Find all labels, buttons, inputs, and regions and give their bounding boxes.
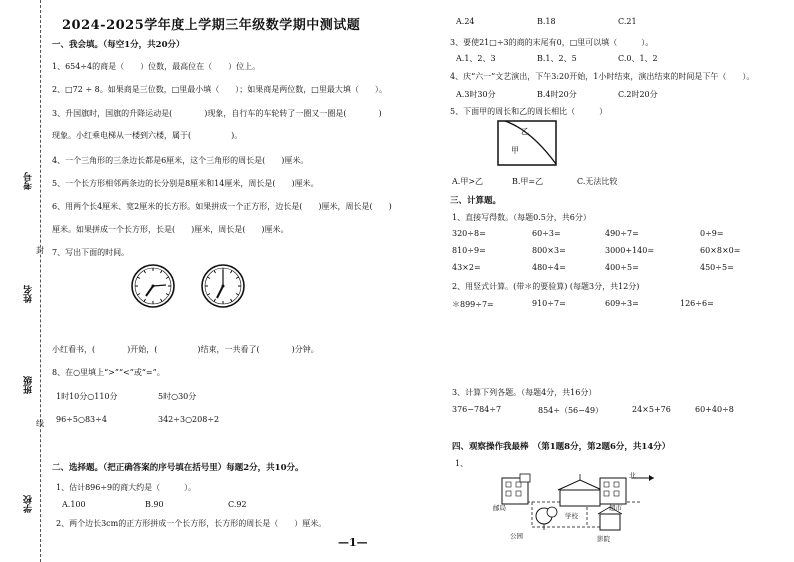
cut-mark-2: 线: [36, 419, 44, 428]
s1-q4: 4、一个三角形的三条边长都是6厘米，这个三角形的周长是( )厘米。: [52, 156, 309, 165]
mixed-2: 854÷（56−49）: [538, 406, 604, 415]
oral-1-4: 0÷9=: [700, 229, 724, 238]
mixed-4: 60+40÷8: [695, 405, 734, 414]
cut-mark-1: 封: [36, 246, 44, 255]
s4-q1: 1、: [455, 459, 469, 468]
figure-label-yi: 乙: [521, 127, 529, 136]
section-3-header: 三、计算题。: [450, 196, 502, 206]
s2-q5-opt-c: C.无法比较: [577, 177, 618, 186]
s2-q4-opt-c: C.2时20分: [618, 90, 658, 99]
oral-3-4: 450÷5=: [700, 263, 734, 272]
clock-start-icon: [130, 263, 176, 309]
section-2-header: 二、选择题。（把正确答案的序号填在括号里）每题2分，共10分。: [52, 463, 304, 473]
s1-q6a: 6、用两个长4厘米、宽2厘米的长方形。如果拼成一个正方形，边长是( )厘米，周长是( ): [52, 202, 392, 211]
mixed-1: 376−784÷7: [452, 405, 502, 414]
vertical-2: 910÷7=: [532, 299, 566, 308]
s2-q5: 5、下面甲的周长和乙的周长相比（ ）: [450, 107, 608, 116]
oral-2-4: 60×8×0=: [700, 246, 741, 255]
compare-4: 342÷3○208÷2: [158, 415, 220, 424]
s2-q2: 2、两个边长3cm的正方形拼成一个长方形，长方形的周长是（ ）厘米。: [56, 519, 327, 528]
label-banji: 班级: [24, 376, 34, 394]
page-title: 2024-2025学年度上学期三年级数学期中测试题: [62, 18, 361, 33]
s2-q2-opt-a: A.24: [456, 17, 475, 26]
section-4-header: 四、观察操作我最棒 （第1题8分，第2题6分，共14分）: [452, 442, 671, 452]
binding-line: [40, 0, 41, 562]
vertical-4: 126÷6=: [680, 299, 714, 308]
compare-1: 1时10分○110分: [56, 392, 118, 401]
s1-reading-time: 小红看书，( )开始，( )结束，一共看了( )分钟。: [52, 345, 319, 354]
s2-q3-opt-a: A.1、2、3: [456, 54, 496, 63]
s1-q3b: 现象。小红乘电梯从一楼到六楼，属于( )。: [52, 131, 243, 140]
map-label-park: 公园: [510, 532, 523, 540]
label-xuexiao: 学校: [24, 495, 34, 513]
oral-1-1: 320÷8=: [452, 229, 486, 238]
oral-3-1: 43×2=: [452, 263, 481, 272]
s3-q3: 3、计算下列各题。（每题4分，共16分）: [452, 388, 597, 397]
s2-q3-opt-b: B.1、2、5: [537, 54, 577, 63]
oral-2-1: 810÷9=: [452, 246, 486, 255]
s2-q4: 4、庆“六一”文艺演出，下午3:20开始，1小时结束，演出结束的时间是下午（ ）。: [450, 72, 755, 81]
s3-q1: 1、直接写得数。（每题0.5分，共6分）: [452, 213, 591, 222]
figure-label-jia: 甲: [511, 146, 519, 155]
clock-end-icon: [200, 263, 246, 309]
map-label-school: 学校: [565, 512, 578, 520]
s1-q1: 1、654÷4的商是（ ）位数，最高位在（ ）位上。: [52, 62, 261, 71]
vertical-1: ＊899÷7=: [452, 300, 494, 309]
s2-q4-opt-a: A.3时30分: [456, 90, 496, 99]
s2-q4-opt-b: B.4时20分: [537, 90, 577, 99]
s2-q1-opt-b: B.90: [145, 500, 164, 509]
s2-q3: 3、要使21□÷3的商的末尾有0，□里可以填（ ）。: [450, 38, 654, 47]
page-number: —1—: [338, 536, 368, 549]
map-north: 北: [629, 472, 636, 480]
vertical-3: 609÷3=: [605, 299, 639, 308]
s2-q5-opt-b: B.甲=乙: [512, 177, 544, 186]
s2-q1-opt-a: A.100: [62, 500, 86, 509]
oral-1-2: 60÷3=: [532, 229, 561, 238]
s1-q2: 2、□72 ÷ 8。如果商是三位数，□里最小填（ ）；如果商是两位数，□里最大填（ ）。: [52, 85, 387, 94]
oral-3-2: 480÷4=: [532, 263, 566, 272]
label-kaohao: 考号: [24, 172, 34, 190]
s2-q1-opt-c: C.92: [228, 500, 247, 509]
mixed-3: 24×5+76: [632, 405, 671, 414]
map-label-station: 超市: [609, 504, 622, 512]
oral-1-3: 490÷7=: [605, 229, 639, 238]
s1-q7: 7、写出下面的时间。: [52, 248, 130, 257]
section-1-header: 一、我会填。（每空1分，共20分）: [52, 40, 185, 50]
s2-q2-opt-b: B.18: [537, 17, 556, 26]
oral-3-3: 400÷5=: [605, 263, 639, 272]
s2-q3-opt-c: C.0、1、2: [618, 54, 658, 63]
label-xingming: 姓名: [24, 285, 34, 303]
s2-q2-opt-c: C.21: [618, 17, 637, 26]
s1-q5: 5、一个长方形相邻两条边的长分别是8厘米和14厘米，周长是( )厘米。: [52, 179, 319, 188]
oral-2-2: 800×3=: [532, 246, 566, 255]
s2-q1: 1、估计896÷9的商大约是（ ）。: [56, 483, 197, 492]
s1-q8: 8、在○里填上“>”“<”或“=”。: [52, 368, 165, 377]
s2-q5-opt-a: A.甲>乙: [452, 177, 484, 186]
oral-2-3: 3000+140=: [605, 246, 655, 255]
map-label-bookstore: 邮局: [493, 504, 506, 512]
s1-q3a: 3、升国旗时，国旗的升降运动是( )现象，自行车的车轮转了一圈又一圈是( ): [52, 109, 382, 118]
s3-q2: 2、用竖式计算。(带＊的要验算) (每题3分，共12分): [452, 282, 640, 291]
compare-3: 96÷5○83÷4: [56, 415, 107, 424]
s1-q6b: 厘米。如果拼成一个长方形，长是( )厘米，周长是( )厘米。: [52, 225, 289, 234]
map-label-cinema: 影院: [597, 535, 610, 543]
compare-2: 5时○30分: [158, 392, 197, 401]
